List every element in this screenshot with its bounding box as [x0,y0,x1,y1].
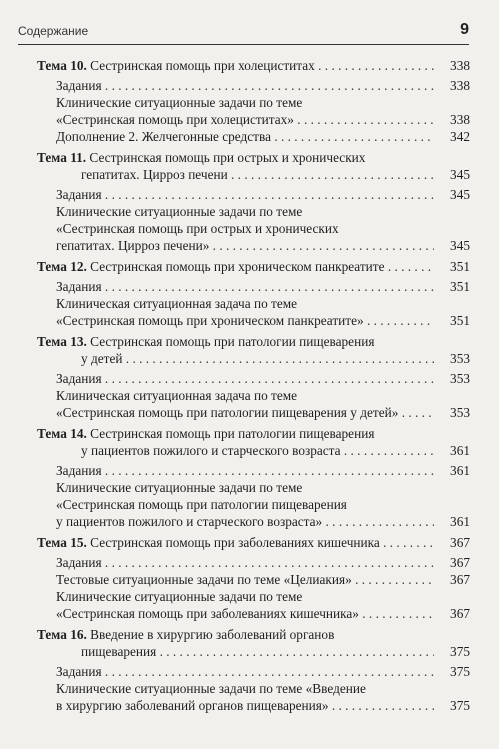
entry-title: Сестринская помощь при хроническом панкреатите [90,259,385,274]
entry-page-number: 353 [436,370,470,387]
entry-page-number: 375 [436,663,470,680]
toc-entry [0,57,470,74]
toc-entry-text [0,462,434,479]
entry-title: Клинические ситуационные задачи по теме [56,480,303,495]
toc-entry [0,278,470,295]
toc-entry [0,350,470,367]
toc-entry [0,462,470,479]
entry-title: гепатитах. Цирроз печени [81,167,228,182]
entry-title: Сестринская помощь при патологии пищеварения [90,334,375,349]
entry-page-number: 367 [436,571,470,588]
entry-title: у пациентов пожилого и старческого возраста» [56,514,323,529]
toc-entry [0,333,470,350]
header-title: Содержание [18,24,89,38]
toc-entry [0,588,470,605]
entry-page-number: 351 [436,278,470,295]
entry-title: Клинические ситуационные задачи по теме [56,95,303,110]
toc-entry-text [0,333,434,350]
entry-page-number: 338 [436,77,470,94]
toc-entry [0,697,470,714]
topic-label: Тема 13. [37,334,87,349]
toc-entry-text [0,697,434,714]
page-number: 9 [460,21,469,38]
entry-title: Сестринская помощь при острых и хронических [89,150,366,165]
toc-entry [0,186,470,203]
toc-entry [0,680,470,697]
topic-label: Тема 15. [37,535,87,550]
entry-page-number: 338 [436,57,470,74]
toc-entry-text [0,425,434,442]
entry-title: Задания [56,279,102,294]
toc-entry [0,149,470,166]
toc-entry-text [0,278,434,295]
entry-title: Клинические ситуационные задачи по теме «Введение [56,681,366,696]
toc-entry-text [0,680,434,697]
toc-entry [0,425,470,442]
toc-entry [0,370,470,387]
running-header [18,22,469,45]
entry-title: Тестовые ситуационные задачи по теме «Целиакия» [56,572,352,587]
toc-entry [0,643,470,660]
entry-title: Сестринская помощь при холециститах [90,58,315,73]
toc-entry [0,77,470,94]
topic-label: Тема 14. [37,426,87,441]
toc-entry [0,605,470,622]
toc-entry [0,312,470,329]
toc-entry-text [0,258,434,275]
toc-entry [0,258,470,275]
toc-entry [0,496,470,513]
toc-entry [0,479,470,496]
toc-entry [0,571,470,588]
toc-entry [0,220,470,237]
toc-entry-text [0,111,434,128]
entry-title: Задания [56,371,102,386]
toc-entry-text [0,479,434,496]
entry-page-number: 342 [436,128,470,145]
entry-page-number: 375 [436,643,470,660]
entry-title: «Сестринская помощь при холециститах» [56,112,294,127]
toc-entry-text [0,605,434,622]
entry-page-number: 338 [436,111,470,128]
entry-page-number: 351 [436,312,470,329]
toc-entry-text [0,77,434,94]
entry-title: пищеварения [81,644,157,659]
entry-page-number: 345 [436,166,470,183]
toc-entry-text [0,643,434,660]
toc-entry-text [0,496,434,513]
entry-title: «Сестринская помощь при хроническом панкреатите» [56,313,364,328]
entry-title: Введение в хирургию заболеваний органов [90,627,335,642]
toc-entry-text [0,166,434,183]
entry-page-number: 353 [436,350,470,367]
entry-title: Клиническая ситуационная задача по теме [56,388,298,403]
toc-entry-text [0,387,434,404]
toc-entry-text [0,571,434,588]
entry-title: в хирургию заболеваний органов пищеварения» [56,698,329,713]
entry-title: «Сестринская помощь при патологии пищеварения у детей» [56,405,399,420]
entry-title: у детей [81,351,123,366]
toc-entry [0,534,470,551]
toc-entry [0,237,470,254]
toc-entry [0,94,470,111]
toc-entry [0,295,470,312]
entry-page-number: 351 [436,258,470,275]
entry-title: Задания [56,664,102,679]
entry-title: Задания [56,463,102,478]
entry-title: у пациентов пожилого и старческого возраста [81,443,341,458]
entry-page-number: 367 [436,605,470,622]
entry-title: Сестринская помощь при патологии пищеварения [90,426,375,441]
toc-entry [0,128,470,145]
entry-page-number: 367 [436,554,470,571]
entry-title: Задания [56,555,102,570]
entry-page-number: 353 [436,404,470,421]
topic-label: Тема 12. [37,259,87,274]
toc-entry [0,442,470,459]
toc-entry-text [0,404,434,421]
toc-entry-text [0,128,434,145]
entry-title: «Сестринская помощь при острых и хронических [56,221,339,236]
entry-title: Сестринская помощь при заболеваниях кишечника [90,535,380,550]
entry-title: «Сестринская помощь при патологии пищеварения [56,497,347,512]
toc-entry-text [0,588,434,605]
toc-entry [0,387,470,404]
toc-entry-text [0,513,434,530]
topic-label: Тема 10. [37,58,87,73]
entry-page-number: 345 [436,186,470,203]
entry-page-number: 361 [436,442,470,459]
toc-entry-text [0,203,434,220]
toc-entry-text [0,370,434,387]
entry-page-number: 345 [436,237,470,254]
entry-page-number: 361 [436,462,470,479]
entry-title: гепатитах. Цирроз печени» [56,238,210,253]
toc-entry [0,626,470,643]
toc-entry [0,554,470,571]
toc-entry-text [0,663,434,680]
entry-page-number: 367 [436,534,470,551]
entry-page-number: 361 [436,513,470,530]
toc-entry-text [0,94,434,111]
entry-title: Задания [56,78,102,93]
toc-entry-text [0,237,434,254]
toc-entry-text [0,149,434,166]
toc-entry-text [0,626,434,643]
entry-title: Клинические ситуационные задачи по теме [56,204,303,219]
toc-entry-text [0,534,434,551]
toc-entry-text [0,220,434,237]
toc-entry-text [0,350,434,367]
toc-entry-text [0,186,434,203]
toc-entry [0,513,470,530]
topic-label: Тема 11. [37,150,87,165]
toc-entry [0,663,470,680]
toc-entry [0,203,470,220]
entry-title: Задания [56,187,102,202]
toc-entry-text [0,312,434,329]
entry-title: Дополнение 2. Желчегонные средства [56,129,272,144]
toc-entry [0,111,470,128]
entry-title: Клиническая ситуационная задача по теме [56,296,298,311]
entry-title: «Сестринская помощь при заболеваниях кишечника» [56,606,359,621]
entry-title: Клинические ситуационные задачи по теме [56,589,303,604]
toc-entry-text [0,442,434,459]
toc-entry [0,166,470,183]
toc-entry-text [0,295,434,312]
entry-page-number: 375 [436,697,470,714]
toc-entry-text [0,554,434,571]
toc-entry-text [0,57,434,74]
toc-entry [0,404,470,421]
topic-label: Тема 16. [37,627,87,642]
